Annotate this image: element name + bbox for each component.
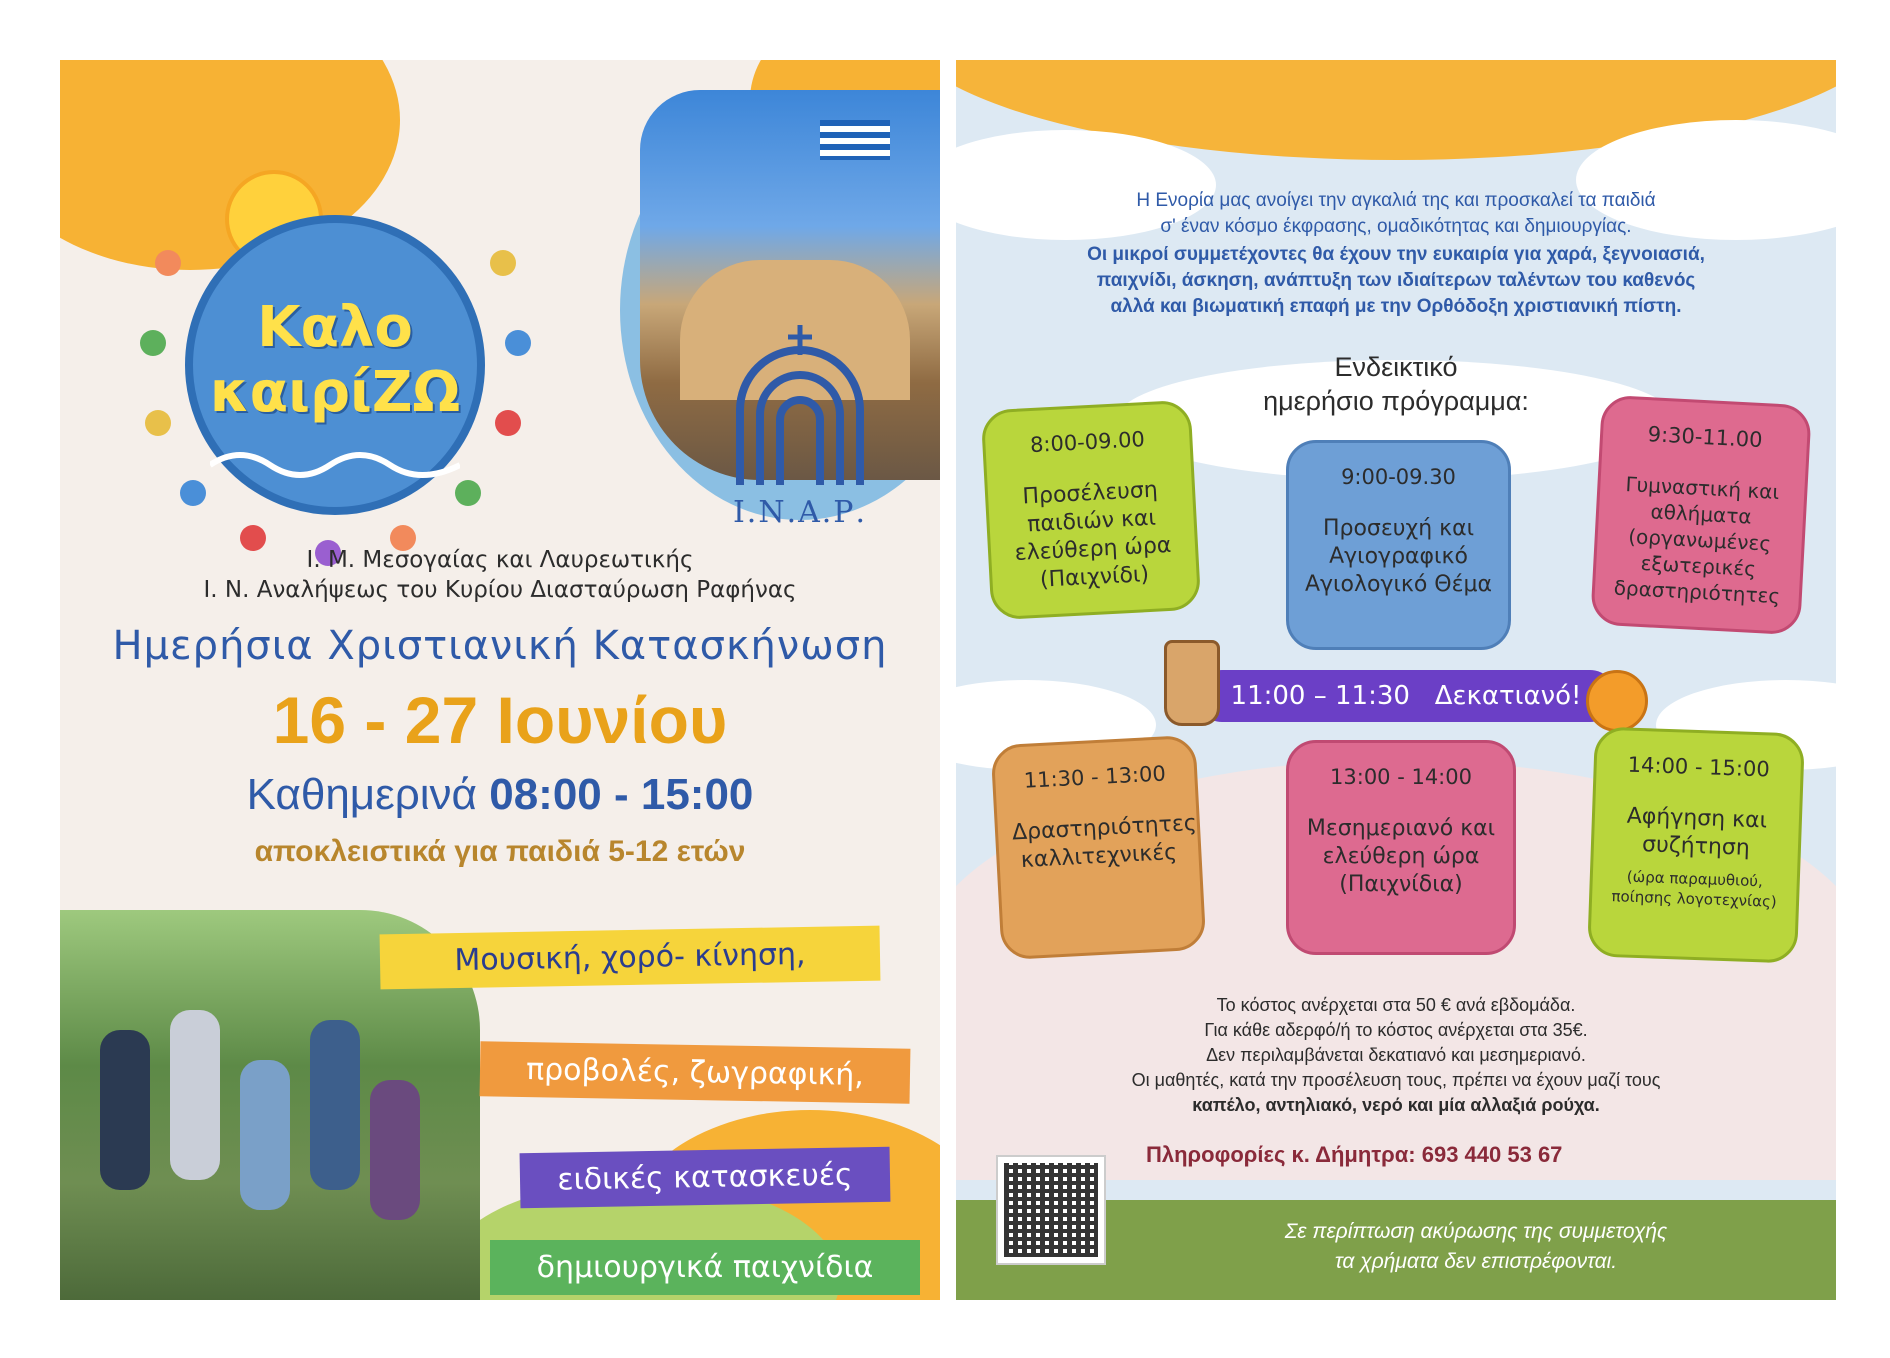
card-desc: Γυμναστική και αθλήματα (οργανωμένες εξωτερικές δραστηριότητες: [1613, 472, 1781, 609]
card-time: 8:00-09.00: [1029, 427, 1146, 458]
activity-ribbon-music: Μουσική, χορό- κίνηση,: [380, 926, 881, 990]
intro-line-1: Η Ενορία μας ανοίγει την αγκαλιά της και προσκαλεί τα παιδιά: [1136, 190, 1656, 211]
info-phone: Πληροφορίες κ. Δήμητρα: 693 440 53 67: [1146, 1142, 1563, 1167]
qr-pattern: [1004, 1163, 1098, 1257]
kid-figure-icon: [490, 250, 516, 276]
org-line-2: Ι. Ν. Αναλήψεως του Κυρίου Διασταύρωση Ραφήνας: [203, 577, 797, 603]
cancel-line-1: Σε περίπτωση ακύρωσης της συμμετοχής: [1284, 1220, 1668, 1243]
inap-logo-text: Ι.Ν.Α.Ρ.: [732, 495, 868, 530]
schedule-card-crafts: [991, 735, 1207, 960]
activity-ribbon-games: δημιουργικά παιχνίδια: [490, 1240, 920, 1295]
card-time: 14:00 - 15:00: [1627, 752, 1771, 782]
schedule-title-2: ημερήσιο πρόγραμμα:: [1263, 386, 1529, 416]
card-desc: Αφήγηση και συζήτηση: [1626, 803, 1768, 861]
kid-figure-icon: [495, 410, 521, 436]
schedule-title-1: Ενδεικτικό: [1334, 352, 1458, 382]
card-time: 11:30 - 13:00: [1023, 761, 1167, 793]
orange-fruit-icon: [1586, 670, 1648, 732]
cost-line-4: Οι μαθητές, κατά την προσέλευση τους, πρέπει να έχουν μαζί τους: [1131, 1070, 1661, 1090]
daily-hours: 08:00 - 15:00: [489, 770, 754, 819]
intro-bold-1: Οι μικροί συμμετέχοντες θα έχουν την ευκαιρία για χαρά, ξεγνοιασιά,: [1087, 244, 1705, 265]
card-time: 13:00 - 14:00: [1330, 765, 1472, 789]
drink-cup-icon: [1164, 640, 1220, 726]
inap-church-icon: [730, 320, 870, 490]
intro-line-2: σ' έναν κόσμο έκφρασης, ομαδικότητας και δημιουργίας.: [1160, 216, 1632, 237]
kid-figure-icon: [140, 330, 166, 356]
kid-figure-icon: [145, 410, 171, 436]
org-line-1: Ι. Μ. Μεσογαίας και Λαυρεωτικής: [306, 547, 694, 573]
cost-bold: καπέλο, αντηλιακό, νερό και μία αλλαξιά ρούχα.: [1192, 1095, 1600, 1115]
break-label: Δεκατιανό!: [1434, 681, 1582, 711]
kid-silhouette: [170, 1010, 220, 1180]
schedule-card-lunch: [1286, 740, 1516, 955]
daily-hours-line: [60, 770, 940, 820]
card-desc: Προσέλευση παιδιών και ελεύθερη ώρα (Παιχνίδι): [1014, 477, 1172, 593]
card-desc: Προσευχή και Αγιογραφικό Αγιολογικό Θέμα: [1304, 516, 1493, 597]
activity-ribbon-crafts: ειδικές κατασκευές: [520, 1147, 891, 1208]
activity-ribbon-projections: προβολές, ζωγραφική,: [480, 1041, 911, 1103]
kid-silhouette: [310, 1020, 360, 1190]
cost-line-2: Για κάθε αδερφό/ή το κόστος ανέρχεται στα 35€.: [1204, 1020, 1588, 1040]
left-flyer: [60, 60, 940, 1300]
kid-figure-icon: [455, 480, 481, 506]
card-desc: Μεσημεριανό και ελεύθερη ώρα (Παιχνίδια): [1306, 816, 1496, 897]
schedule-card-prayer: [1286, 440, 1511, 650]
break-bar: [1196, 670, 1616, 722]
logo-line1: Καλο: [257, 295, 413, 360]
card-desc: Δραστηριότητες καλλιτεχνικές: [1011, 810, 1198, 874]
intro-bold-3: αλλά και βιωματική επαφή με την Ορθόδοξη χριστιανική πίστη.: [1110, 296, 1682, 317]
kid-figure-icon: [180, 480, 206, 506]
intro-bold-2: παιχνίδι, άσκηση, ανάπτυξη των ιδιαίτερων ταλέντων του καθενός: [1096, 270, 1696, 291]
camp-dates: 16 - 27 Ιουνίου: [272, 683, 728, 757]
logo-line2: καιρίΖΩ: [209, 360, 461, 425]
card-note: (ώρα παραμυθιού, ποίησης λογοτεχνίας): [1611, 867, 1778, 911]
schedule-card-arrival: [981, 400, 1202, 621]
cost-line-1: Το κόστος ανέρχεται στα 50 € ανά εβδομάδα.: [1216, 995, 1576, 1015]
card-time: 9:00-09.30: [1341, 465, 1456, 489]
kid-silhouette: [370, 1080, 420, 1220]
logo-waves-icon: [210, 445, 460, 485]
kid-figure-icon: [505, 330, 531, 356]
qr-code[interactable]: [996, 1155, 1106, 1265]
kid-silhouette: [100, 1030, 150, 1190]
ages-line: αποκλειστικά για παιδιά 5-12 ετών: [254, 835, 746, 868]
schedule-card-story: [1587, 726, 1805, 963]
camp-title: Ημερήσια Χριστιανική Κατασκήνωση: [112, 623, 888, 669]
card-time: 9:30-11.00: [1647, 422, 1764, 453]
kid-figure-icon: [155, 250, 181, 276]
right-flyer: [956, 60, 1836, 1300]
flag-icon: [820, 120, 890, 160]
daily-prefix: Καθημερινά: [246, 770, 490, 819]
schedule-card-gym: [1590, 395, 1812, 636]
cancel-line-2: τα χρήματα δεν επιστρέφονται.: [1334, 1250, 1618, 1273]
cost-line-3: Δεν περιλαμβάνεται δεκατιανό και μεσημεριανό.: [1206, 1045, 1586, 1065]
break-time: 11:00 – 11:30: [1230, 681, 1410, 711]
kid-silhouette: [240, 1060, 290, 1210]
